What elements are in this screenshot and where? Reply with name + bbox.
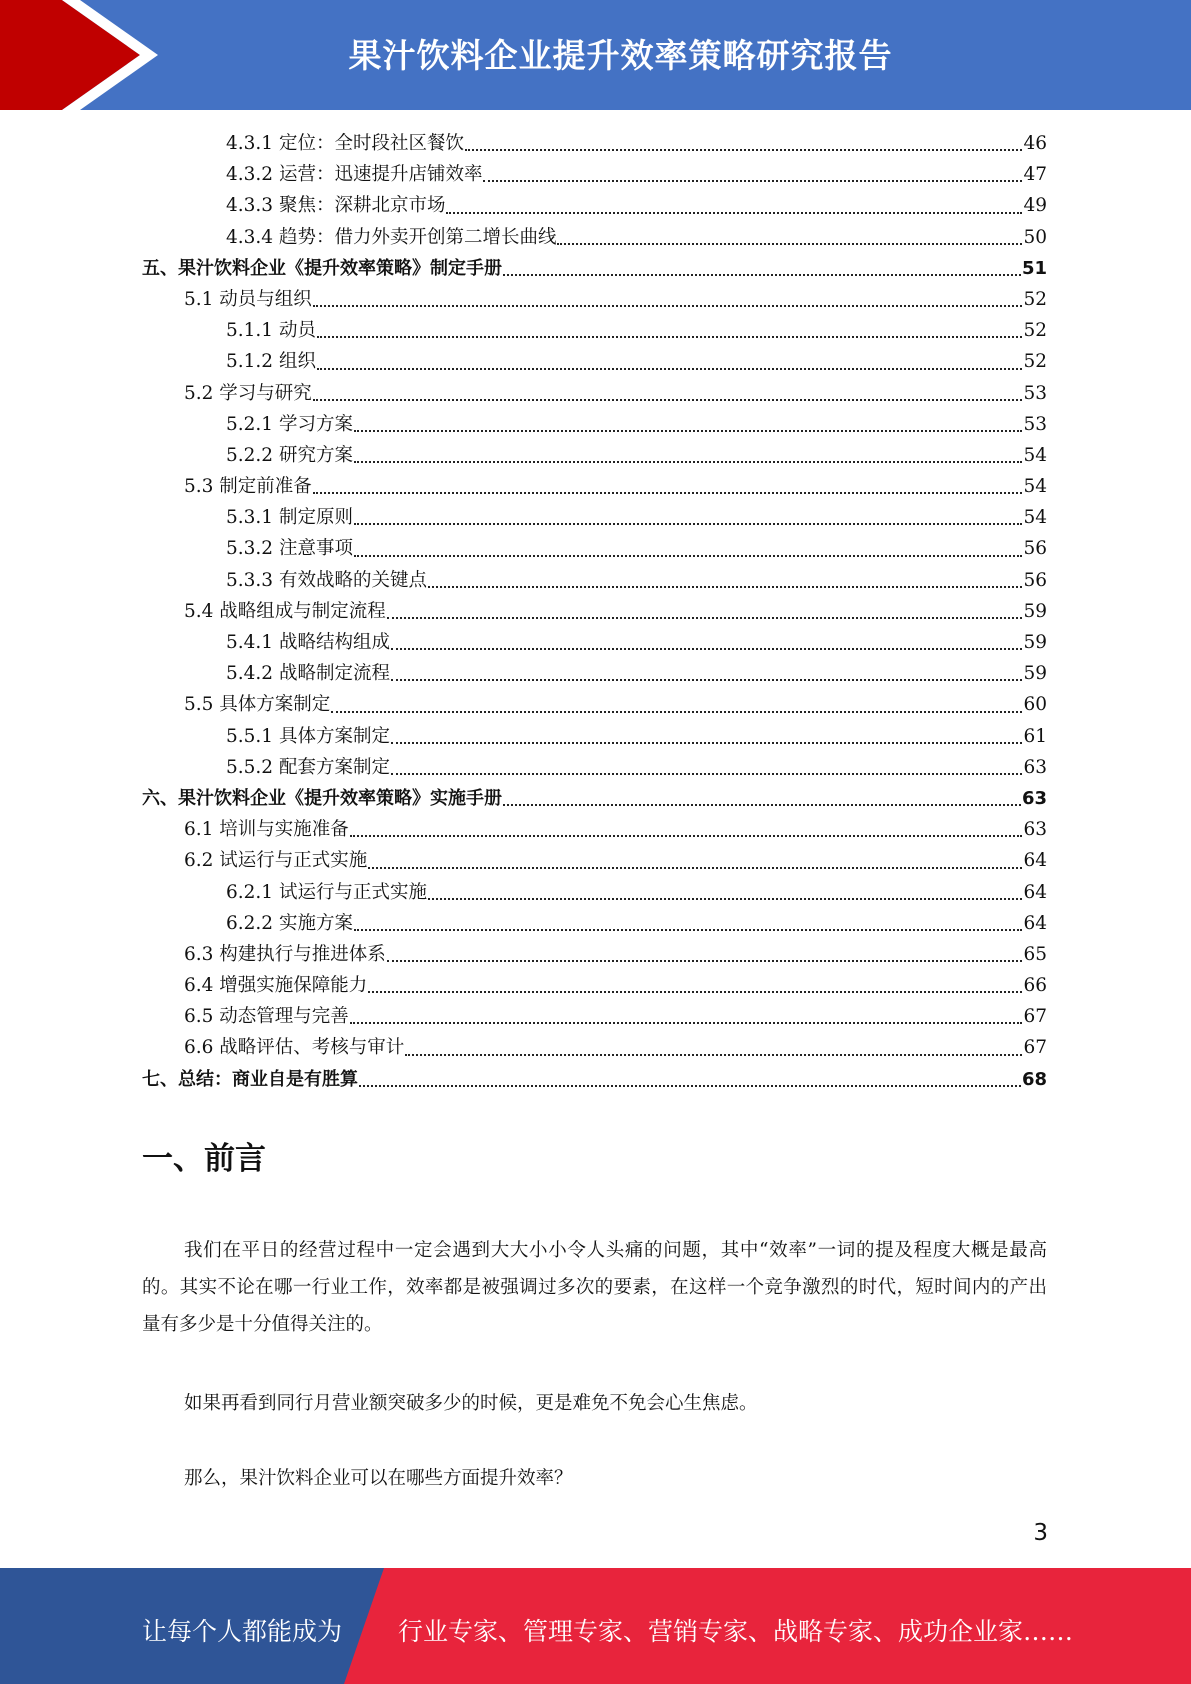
toc-entry-label: 五、果汁饮料企业《提升效率策略》制定手册 (142, 257, 502, 279)
body-paragraph: 那么，果汁饮料企业可以在哪些方面提升效率？ (184, 1468, 573, 1489)
toc-entry[interactable] (142, 565, 1047, 596)
toc-dot-leader (483, 179, 1022, 182)
toc-entry-page: 63 (1023, 756, 1047, 778)
toc-dot-leader (391, 772, 1022, 775)
toc-entry[interactable] (142, 783, 1047, 814)
toc-entry-label: 6.5 动态管理与完善 (184, 1006, 349, 1028)
toc-entry[interactable] (142, 689, 1047, 720)
toc-dot-leader (313, 491, 1023, 494)
toc-entry[interactable] (142, 315, 1047, 346)
toc-entry[interactable] (142, 1001, 1047, 1032)
toc-entry[interactable] (142, 752, 1047, 783)
toc-entry-label: 5.4.1 战略结构组成 (226, 632, 390, 653)
toc-entry-label: 六、果汁饮料企业《提升效率策略》实施手册 (142, 787, 502, 809)
toc-entry-label: 5.5.1 具体方案制定 (226, 725, 390, 747)
toc-entry-page: 52 (1023, 351, 1047, 373)
toc-entry-label: 4.3.1 定位：全时段社区餐饮 (226, 133, 464, 154)
toc-entry[interactable] (142, 128, 1047, 159)
toc-entry[interactable] (142, 502, 1047, 533)
toc-entry-page: 59 (1023, 632, 1047, 653)
table-of-contents (142, 128, 1047, 1095)
toc-entry-label: 5.3.2 注意事项 (226, 538, 353, 560)
toc-entry-page: 50 (1023, 226, 1047, 248)
toc-entry-label: 5.2.1 学习方案 (226, 413, 353, 435)
toc-entry-label: 4.3.4 趋势：借力外卖开创第二增长曲线 (226, 226, 557, 248)
toc-entry[interactable] (142, 159, 1047, 190)
toc-dot-leader (368, 866, 1022, 869)
toc-entry-page: 54 (1023, 476, 1047, 498)
toc-entry-label: 6.1 培训与实施准备 (184, 819, 349, 841)
toc-entry[interactable] (142, 627, 1047, 658)
toc-dot-leader (428, 897, 1022, 900)
toc-dot-leader (446, 211, 1022, 214)
toc-dot-leader (359, 1084, 1021, 1087)
toc-dot-leader (354, 928, 1023, 931)
toc-entry[interactable] (142, 533, 1047, 564)
toc-entry[interactable] (142, 970, 1047, 1001)
toc-entry[interactable] (142, 877, 1047, 908)
toc-entry-label: 5.4 战略组成与制定流程 (184, 600, 386, 622)
toc-entry-label: 5.3 制定前准备 (184, 476, 312, 498)
toc-entry-label: 5.2.2 研究方案 (226, 444, 353, 466)
toc-entry[interactable] (142, 721, 1047, 752)
toc-entry[interactable] (142, 378, 1047, 409)
toc-dot-leader (354, 522, 1023, 525)
toc-entry-page: 68 (1021, 1068, 1047, 1090)
toc-entry-label: 6.2.2 实施方案 (226, 912, 353, 934)
toc-entry-label: 6.2.1 试运行与正式实施 (226, 881, 427, 903)
toc-entry-page: 51 (1021, 257, 1047, 279)
toc-entry-page: 54 (1023, 444, 1047, 466)
toc-dot-leader (405, 1053, 1022, 1056)
toc-entry-page: 66 (1023, 975, 1047, 997)
toc-entry-label: 5.1.1 动员 (226, 320, 316, 342)
header-banner (0, 0, 1191, 110)
toc-dot-leader (354, 429, 1023, 432)
footer-slogan-right: 行业专家、管理专家、营销专家、战略专家、成功企业家…… (398, 1617, 1074, 1646)
footer-slogan-left: 让每个人都能成为 (142, 1617, 343, 1646)
toc-entry-label: 5.1.2 组织 (226, 351, 316, 373)
toc-entry-label: 5.3.3 有效战略的关键点 (226, 569, 427, 591)
toc-dot-leader (317, 335, 1023, 338)
toc-entry[interactable] (142, 284, 1047, 315)
toc-dot-leader (313, 304, 1023, 307)
toc-entry-page: 64 (1023, 850, 1047, 872)
page-number: 3 (1033, 1520, 1048, 1546)
toc-entry-page: 63 (1021, 787, 1047, 809)
toc-entry-page: 56 (1023, 538, 1047, 560)
toc-entry-label: 6.3 构建执行与推进体系 (184, 943, 386, 965)
toc-entry-page: 52 (1023, 320, 1047, 342)
toc-dot-leader (387, 616, 1023, 619)
toc-entry-page: 67 (1023, 1006, 1047, 1028)
toc-entry-label: 6.2 试运行与正式实施 (184, 850, 368, 872)
toc-dot-leader (354, 460, 1023, 463)
toc-entry-page: 65 (1023, 943, 1047, 965)
toc-dot-leader (391, 647, 1022, 650)
toc-entry-page: 52 (1023, 288, 1047, 310)
toc-dot-leader (465, 148, 1022, 151)
toc-entry-page: 47 (1023, 164, 1047, 186)
toc-entry[interactable] (142, 814, 1047, 845)
toc-dot-leader (428, 585, 1022, 588)
toc-dot-leader (503, 273, 1021, 276)
toc-entry-label: 6.4 增强实施保障能力 (184, 975, 368, 997)
toc-entry-label: 5.1 动员与组织 (184, 288, 312, 310)
toc-dot-leader (331, 710, 1022, 713)
toc-entry-label: 5.5 具体方案制定 (184, 694, 331, 716)
toc-entry-label: 七、总结：商业自是有胜算 (142, 1068, 358, 1090)
toc-entry[interactable] (142, 845, 1047, 876)
toc-dot-leader (350, 834, 1023, 837)
toc-entry[interactable] (142, 1032, 1047, 1063)
toc-entry-page: 64 (1023, 881, 1047, 903)
toc-dot-leader (557, 242, 1022, 245)
document-title: 果汁饮料企业提升效率策略研究报告 (348, 36, 893, 75)
toc-dot-leader (350, 1021, 1023, 1024)
toc-entry-page: 59 (1023, 663, 1047, 685)
toc-entry-label: 4.3.3 聚焦：深耕北京市场 (226, 195, 446, 217)
toc-entry-page: 59 (1023, 600, 1047, 622)
toc-entry-page: 60 (1023, 694, 1047, 716)
toc-entry-label: 6.6 战略评估、考核与审计 (184, 1037, 405, 1059)
toc-entry-page: 64 (1023, 912, 1047, 934)
section-heading: 一、前言 (142, 1141, 266, 1177)
toc-dot-leader (387, 959, 1023, 962)
toc-entry[interactable] (142, 1064, 1047, 1095)
toc-entry-page: 49 (1023, 195, 1047, 217)
toc-entry-label: 5.3.1 制定原则 (226, 507, 353, 529)
toc-entry-page: 54 (1023, 507, 1047, 529)
toc-entry-page: 46 (1023, 133, 1047, 154)
toc-dot-leader (391, 741, 1022, 744)
toc-dot-leader (391, 678, 1022, 681)
toc-entry-page: 53 (1023, 413, 1047, 435)
toc-entry[interactable] (142, 908, 1047, 939)
toc-entry[interactable] (142, 190, 1047, 221)
toc-entry[interactable] (142, 440, 1047, 471)
toc-entry-page: 53 (1023, 382, 1047, 404)
toc-entry[interactable] (142, 253, 1047, 284)
toc-entry-page: 63 (1023, 819, 1047, 841)
toc-entry-page: 56 (1023, 569, 1047, 591)
toc-dot-leader (503, 803, 1021, 806)
toc-entry-label: 4.3.2 运营：迅速提升店铺效率 (226, 164, 483, 186)
toc-entry-page: 61 (1023, 725, 1047, 747)
toc-entry[interactable] (142, 596, 1047, 627)
toc-entry[interactable] (142, 222, 1047, 253)
toc-dot-leader (368, 990, 1022, 993)
toc-dot-leader (317, 367, 1023, 370)
body-paragraph: 我们在平日的经营过程中一定会遇到大大小小令人头痛的问题，其中“效率”一词的提及程度大概是最高的。其实不论在哪一行业工作，效率都是被强调过多次的要素，在这样一个竞争激烈的时代，短时间内的产出量有多少是十分值得关注的。 (142, 1240, 1047, 1335)
toc-dot-leader (354, 554, 1023, 557)
toc-dot-leader (313, 398, 1023, 401)
toc-entry-page: 67 (1023, 1037, 1047, 1059)
toc-entry-label: 5.5.2 配套方案制定 (226, 756, 390, 778)
toc-entry[interactable] (142, 409, 1047, 440)
toc-entry[interactable] (142, 346, 1047, 377)
toc-entry[interactable] (142, 471, 1047, 502)
toc-entry[interactable] (142, 939, 1047, 970)
footer-banner (0, 1568, 1191, 1684)
toc-entry-label: 5.4.2 战略制定流程 (226, 663, 390, 685)
toc-entry[interactable] (142, 658, 1047, 689)
body-paragraph: 如果再看到同行月营业额突破多少的时候，更是难免不免会心生焦虑。 (184, 1393, 758, 1414)
toc-entry-label: 5.2 学习与研究 (184, 382, 312, 404)
